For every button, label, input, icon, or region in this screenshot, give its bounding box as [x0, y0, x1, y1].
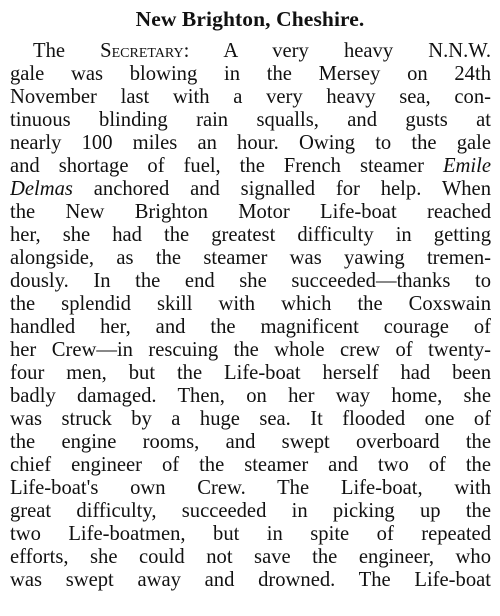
- text-line: the engine rooms, and swept overboard the: [10, 431, 491, 453]
- ship-name: Emile: [442, 155, 491, 177]
- text-line: [33, 39, 491, 63]
- line-text: anchored and signalled for help. When: [72, 178, 491, 200]
- text-line: the splendid skill with which the Coxswain: [10, 293, 491, 315]
- text-line: [10, 177, 491, 201]
- text-line: badly damaged. Then, on her way home, she: [10, 385, 491, 407]
- text-line: efforts, she could not save the engineer, who: [10, 546, 491, 568]
- text-line: November last with a very heavy sea, con-: [10, 86, 491, 108]
- text-line: handled her, and the magnificent courage of: [10, 316, 491, 338]
- line-text: The: [33, 40, 101, 62]
- text-line: nearly 100 miles an hour. Owing to the gale: [10, 132, 491, 154]
- text-line: chief engineer of the steamer and two of the: [10, 454, 491, 476]
- text-line: her, she had the greatest difficulty in getting: [10, 224, 491, 246]
- text-line: dously. In the end she succeeded—thanks to: [10, 270, 491, 292]
- text-line: was swept away and drowned. The Life-boat: [10, 569, 491, 591]
- text-line: two Life-boatmen, but in spite of repeated: [10, 523, 491, 545]
- article-title: New Brighton, Cheshire.: [135, 7, 365, 31]
- text-line: Life-boat's own Crew. The Life-boat, with: [10, 477, 491, 499]
- text-line: four men, but the Life-boat herself had been: [10, 362, 491, 384]
- ship-name: Delmas: [10, 178, 73, 200]
- text-line: gale was blowing in the Mersey on 24th: [10, 63, 491, 85]
- line-text: : A very heavy N.N.W.: [183, 40, 491, 62]
- text-line: her Crew—in rescuing the whole crew of twenty-: [10, 339, 491, 361]
- speaker-label: Secretary: [100, 40, 184, 62]
- line-text: and shortage of fuel, the French steamer: [10, 155, 424, 177]
- text-line: the New Brighton Motor Life-boat reached: [10, 201, 491, 223]
- text-line: was struck by a huge sea. It flooded one of: [10, 408, 491, 430]
- text-line: alongside, as the steamer was yawing tremen-: [10, 247, 491, 269]
- text-line: [10, 154, 491, 178]
- text-line: tinuous blinding rain squalls, and gusts at: [10, 109, 491, 131]
- text-line: great difficulty, succeeded in picking up the: [10, 500, 491, 522]
